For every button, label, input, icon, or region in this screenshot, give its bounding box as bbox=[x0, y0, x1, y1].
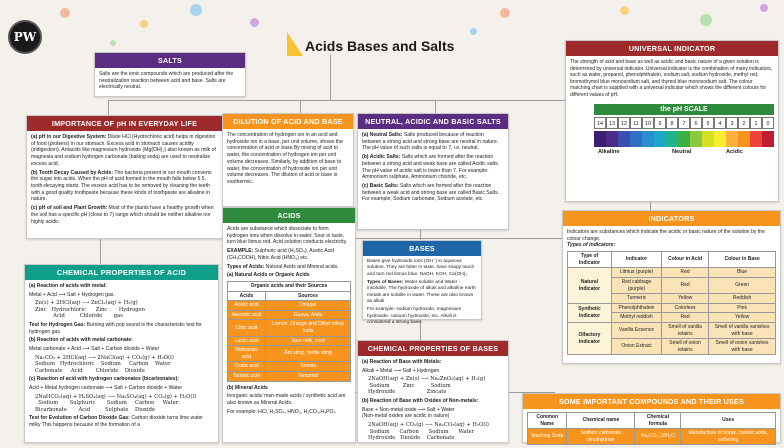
acidic-salts-lead: (b) Acidic Salts: bbox=[362, 154, 401, 161]
base-metal-heading: (a) Reaction of Base with Metals: bbox=[362, 359, 442, 365]
pw-logo bbox=[8, 20, 42, 54]
salt-types-card bbox=[357, 113, 509, 230]
neutral-salts-lead: (a) Neutral Salts: bbox=[362, 132, 403, 138]
ph-number-cell: 6 bbox=[690, 117, 702, 129]
neutral-salts-text: Salts produced because of reaction between a strong acid and strong base are neutral in nature. The pH value of such salts is equal to 7, i.e. neutral. bbox=[362, 132, 499, 152]
neutral-label: Neutral bbox=[672, 148, 692, 155]
acids-text: Acids are substance which dissociate to form hydrogen ions when dissolve in water. Sour in taste, turn blue litmus red. Acid solution conducts electricity. bbox=[227, 226, 348, 246]
bg-dot bbox=[700, 14, 712, 26]
table-row bbox=[228, 320, 351, 336]
importance-card bbox=[26, 115, 223, 239]
dilution-heading: DILUTION OF ACID AND BASE bbox=[223, 114, 353, 129]
compounds-table bbox=[527, 412, 776, 445]
title-decoration-icon bbox=[285, 30, 305, 58]
ph-number-cell: 1 bbox=[750, 117, 762, 129]
indicator-cell: Onion Extract bbox=[611, 339, 661, 355]
acid-name-cell: Oxalic acid bbox=[228, 362, 266, 372]
natural-acids-heading: (a) Natural Acids or Organic Acids bbox=[227, 272, 310, 279]
universal-indicator-card bbox=[565, 40, 779, 202]
organic-acids-table bbox=[227, 281, 351, 382]
acid-name-cell: Citric acid bbox=[228, 320, 266, 336]
indicators-col-header: Colour in Base bbox=[709, 252, 776, 268]
compounds-col-header: Common Name bbox=[528, 413, 567, 429]
sources-col-header: Sources bbox=[265, 291, 350, 301]
importance-a-lead: (a) pH in our Digestive System: bbox=[31, 134, 107, 140]
bases-text: Bases give hydroxide ions (OH⁻) in aqueous solution. They are bitter in taste, have soapy touch and turn red litmus blue. NaOH, KOH, Ca(OH)₂ bbox=[367, 259, 475, 277]
bg-dot bbox=[60, 8, 70, 18]
acid-name-cell: Lactic acid bbox=[228, 336, 266, 346]
compounds-col-header: Chemical formula bbox=[635, 413, 681, 429]
salts-heading: SALTS bbox=[95, 53, 245, 68]
acidic-label: Acidic bbox=[726, 148, 743, 155]
indicator-cell: Phenolphthalein bbox=[611, 303, 661, 313]
acid-metal-text: Metal + Acid ⟶ Salt + Hydrogen gas. bbox=[29, 291, 115, 298]
test-co2-text: Carbon dioxide turns lime water milky This happens because of the formation of a bbox=[29, 415, 203, 428]
ph-number-cell: 7 bbox=[678, 117, 690, 129]
acid-bicarbonate-text: Acid + Metal hydrogen carbonate ⟶ Salt + Carbon dioxide + Water bbox=[29, 385, 183, 392]
compounds-col-header: Chemical name bbox=[567, 413, 635, 429]
salts-text: Salts are the ionic compounds which are produced after the neutralization reaction between acid and base. Salts are electrically neutral. bbox=[99, 71, 234, 91]
ph-spectrum bbox=[594, 131, 774, 147]
indicators-col-header: Type of Indicator bbox=[568, 252, 612, 268]
alkaline-label: Alkaline bbox=[598, 148, 620, 155]
ph-color-swatch bbox=[714, 131, 726, 147]
ph-color-swatch bbox=[654, 131, 666, 147]
acid-metal-heading: (a) Reaction of acids with metal: bbox=[29, 283, 107, 289]
ph-color-swatch bbox=[630, 131, 642, 147]
ph-color-swatch bbox=[618, 131, 630, 147]
bases-heading: BASES bbox=[363, 241, 481, 256]
mineral-acids-example: For example: HCl, H₂SO₄, HNO₃, H₂CO₃,H₃PO₄ bbox=[227, 408, 336, 415]
bases-card bbox=[362, 240, 482, 325]
indicator-cell: Red bbox=[661, 277, 708, 293]
base-metal-equation: 2NaOH(aq) + Zn(s) ⟶ Na₂ZnO₂(aq) + H₂(g) Sodium Zinc Sodium Hydroxide Zincate bbox=[368, 376, 486, 396]
test-h2-text: Burning with pop sound is the characteristic test for hydrogen gas. bbox=[29, 321, 202, 335]
indicators-col-header: Indicator bbox=[611, 252, 661, 268]
ph-color-swatch bbox=[690, 131, 702, 147]
basic-salts-lead: (c) Basic Salts: bbox=[362, 183, 399, 190]
acid-carbonate-text: Metal carbonate + Acid ⟶ Salt + Carbon dioxide + Water bbox=[29, 346, 160, 353]
compounds-card bbox=[522, 393, 781, 443]
compound-cell: Washing Soda bbox=[528, 429, 567, 445]
importance-heading: IMPORTANCE OF pH IN EVERYDAY LIFE bbox=[27, 116, 222, 131]
chem-acid-heading: CHEMICAL PROPERTIES OF ACID bbox=[25, 265, 218, 280]
indicator-cell: Litmus (purple) bbox=[611, 268, 661, 278]
base-oxide-equation: 2NaOH(aq) + CO₂(g) ⟶ Na₂CO₃(aq) + H₂O(l) Sodium Carbon Sodium Water Hydroxide Dioxide Carbonate bbox=[368, 422, 489, 442]
indicator-cell: Turmeric bbox=[611, 294, 661, 304]
indicator-cell: Smell of onion retains bbox=[661, 339, 708, 355]
ph-number-cell: 11 bbox=[630, 117, 642, 129]
acid-name-cell: Ascorbic acid bbox=[228, 310, 266, 320]
salts-card bbox=[94, 52, 246, 97]
bg-dot bbox=[620, 6, 629, 15]
indicator-cell: Red bbox=[661, 313, 708, 323]
bg-dot bbox=[500, 8, 510, 18]
ph-number-cell: 9 bbox=[654, 117, 666, 129]
organic-acids-table-title: Organic acids and their Sources bbox=[228, 282, 351, 292]
ph-color-swatch bbox=[726, 131, 738, 147]
table-row bbox=[568, 303, 776, 313]
table-row bbox=[228, 310, 351, 320]
acids-heading: ACIDS bbox=[223, 208, 355, 223]
table-row bbox=[568, 322, 776, 338]
table-row bbox=[528, 429, 776, 445]
indicators-types-lead: Types of indicators: bbox=[567, 242, 616, 249]
acids-example-lead: EXAMPLE: bbox=[227, 248, 254, 255]
importance-c-text: Most of the plants have a healthy growth when the soil has a specific pH (close to 7) range which should be neither alkaline nor highly acidic. bbox=[31, 205, 214, 225]
ph-number-cell: 8 bbox=[666, 117, 678, 129]
compound-cell: Manufacture of borax, caustic soda, softening bbox=[681, 429, 776, 445]
ph-number-cell: 3 bbox=[726, 117, 738, 129]
acid-name-cell: Acetic acid bbox=[228, 301, 266, 311]
indicators-card bbox=[562, 210, 781, 364]
ph-color-swatch bbox=[642, 131, 654, 147]
ph-color-swatch bbox=[738, 131, 750, 147]
indicators-heading: INDICATORS bbox=[563, 211, 780, 226]
indicator-cell: Methyl reddish bbox=[611, 313, 661, 323]
chem-acid-card bbox=[24, 264, 219, 443]
importance-b-lead: (b) Tooth Decay Caused by Acids: bbox=[31, 169, 114, 176]
importance-c-lead: (c) pH of soil and Plant Growth: bbox=[31, 205, 108, 212]
bg-dot bbox=[110, 40, 116, 46]
indicator-cell: Yellow bbox=[661, 294, 708, 304]
importance-b-text: The bacteria present in our mouth converts the sugar into acids. When the pH of acid formed in the mouth falls below 5.5, tooth-decaying starts. The excess acid has to be removed by cleaning the teeth with a good quality toothpaste because these kinds of toothpaste are alkaline in nature. bbox=[31, 169, 212, 203]
indicator-cell: Red bbox=[661, 268, 708, 278]
acid-source-cell: Guava, Amla bbox=[265, 310, 350, 320]
ph-number-cell: 14 bbox=[594, 117, 606, 129]
indicator-cell: Smell of vanilla retains bbox=[661, 322, 708, 338]
indicator-type-cell: Synthetic Indicator bbox=[568, 303, 612, 322]
indicator-cell: Blue bbox=[709, 268, 776, 278]
base-oxide-text: Base + Non-metal oxide ⟶ Salt + Water bbox=[362, 406, 455, 413]
dilution-card bbox=[222, 113, 354, 207]
ph-scale bbox=[594, 104, 774, 157]
page-title: Acids Bases and Salts bbox=[305, 38, 455, 54]
universal-text: The strength of acid and base as well as acidic and basic nature of a given solution is determined by universal indicator. Universal indicator is the combination of many indicators, such as water, propanol, phenolphthalein, sodium salt, sodium hydroxide, methyl red, bromothymol blue monosodium salt, and thymol blue monosodium salt. The colour matching chart is supplied with a universal indicator which shows the different colours for different values of pH. bbox=[570, 59, 773, 98]
indicator-cell: Green bbox=[709, 277, 776, 293]
acid-metal-equation: Zn(s) + 2HCl(aq) ⟶ ZnCl₂(aq) + H₂(g) Zinc Hydrochloric Zinc Hydrogen Acid Chloride gas bbox=[35, 300, 145, 320]
table-row bbox=[228, 301, 351, 311]
base-metal-text: Alkali + Metal ⟶ Salt + Hydrogen bbox=[362, 367, 440, 374]
salt-types-heading: NEUTRAL, ACIDIC AND BASIC SALTS bbox=[358, 114, 508, 129]
chem-bases-heading: CHEMICAL PROPERTIES OF BASES bbox=[358, 341, 508, 356]
indicator-cell: Smell of vanilla vanishes with base bbox=[709, 322, 776, 338]
table-row bbox=[228, 371, 351, 381]
indicator-type-cell: Natural Indicator bbox=[568, 268, 612, 303]
ph-color-swatch bbox=[702, 131, 714, 147]
table-row bbox=[228, 336, 351, 346]
acid-carbonate-heading: (b) Reaction of acids with metal carbonate: bbox=[29, 337, 133, 344]
base-oxide-note: (Non-metal oxides are acidic in nature) bbox=[362, 413, 450, 420]
ph-number-cell: 5 bbox=[702, 117, 714, 129]
ph-color-swatch bbox=[762, 131, 774, 147]
bases-types-text: Water soluble and Water - insoluble. The hydroxide of alkali and alkaline earth metals are soluble in water. These are also known as alkali. bbox=[367, 279, 476, 304]
compound-cell: Na₂CO₃.10H₂O bbox=[635, 429, 681, 445]
indicator-cell: Pink bbox=[709, 303, 776, 313]
acid-source-cell: Vinegar bbox=[265, 301, 350, 311]
ph-color-swatch bbox=[606, 131, 618, 147]
ph-color-swatch bbox=[750, 131, 762, 147]
acids-example-text: Sulphuric acid (H₂SO₄), Acetic Acid (CH₃COOH), Nitric Acid (HNO₃) etc. bbox=[227, 248, 335, 261]
ph-scale-title: the pH SCALE bbox=[594, 104, 774, 115]
ph-number-cell: 2 bbox=[738, 117, 750, 129]
bases-types-lead: Types of Bases: bbox=[367, 279, 404, 285]
basic-salts-text: Salts which are formed after the reaction between a weak acid and strong base are called Basic Salts. For example; Sodium carbonate, Sodium acetate, etc. bbox=[362, 183, 500, 203]
indicator-cell: Reddish bbox=[709, 294, 776, 304]
connector-line bbox=[100, 238, 101, 264]
ph-number-cell: 4 bbox=[714, 117, 726, 129]
ph-number-cell: 13 bbox=[606, 117, 618, 129]
compound-cell: Sodium carbonate decahydrate bbox=[567, 429, 635, 445]
ph-color-swatch bbox=[594, 131, 606, 147]
ph-color-swatch bbox=[678, 131, 690, 147]
connector-line bbox=[330, 55, 331, 100]
indicators-text: Indicators are substances which indicate the acidic or basic nature of the solution by the colour change. bbox=[567, 229, 765, 242]
acids-card bbox=[222, 207, 356, 443]
compounds-heading: SOME IMPORTANT COMPOUNDS AND THEIR USES bbox=[523, 394, 780, 409]
connector-line bbox=[435, 100, 436, 114]
universal-heading: UNIVERSAL INDICATOR bbox=[566, 41, 778, 56]
ph-color-swatch bbox=[666, 131, 678, 147]
indicator-type-cell: Olfactory Indicator bbox=[568, 322, 612, 354]
bg-dot bbox=[470, 28, 477, 35]
acid-source-cell: Sour milk, curd bbox=[265, 336, 350, 346]
ph-number-cell: 12 bbox=[618, 117, 630, 129]
indicator-cell: Smell of onion vanishes with base bbox=[709, 339, 776, 355]
compounds-col-header: Uses bbox=[681, 413, 776, 429]
ph-number-row bbox=[594, 117, 774, 129]
table-row bbox=[568, 268, 776, 278]
acids-types-lead: Types of Acids: bbox=[227, 263, 265, 270]
table-row bbox=[228, 362, 351, 372]
acids-types-text: Natural Acids and Mineral acids. bbox=[264, 263, 339, 270]
indicator-cell: Vanilla Essence bbox=[611, 322, 661, 338]
bg-dot bbox=[190, 4, 202, 16]
mineral-acids-text: Inorganic acids/ man-made acids / synthetic acid are also known as Mineral Acids. bbox=[227, 393, 346, 406]
acids-col-header: Acids bbox=[228, 291, 266, 301]
connector-line bbox=[300, 100, 301, 114]
acid-bicarbonate-heading: (c) Reaction of acid with hydrogen carbonates (bicarbonates): bbox=[29, 376, 180, 383]
bg-dot bbox=[250, 18, 259, 27]
acid-source-cell: Tamarind bbox=[265, 371, 350, 381]
bg-dot bbox=[760, 4, 768, 12]
indicators-table bbox=[567, 251, 776, 355]
acidic-salts-text: Salts which are formed after the reaction between a strong acid and weak base are called Acidic salts. The pH value of acidic salt is lower than 7. For example: Ammonium sulphate, Ammonium chloride, etc. bbox=[362, 154, 500, 181]
acid-source-cell: Ant sting, Nettle sting bbox=[265, 346, 350, 362]
ph-number-cell: 10 bbox=[642, 117, 654, 129]
ph-number-cell: 0 bbox=[762, 117, 774, 129]
acid-carbonate-equation: Na₂CO₃ + 2HCl(aq) ⟶ 2NaCl(aq) + CO₂(g) + H₂O(l) Sodium Hydrochloric Sodium Carbon Water Carbonate Acid Chloride Dioxide bbox=[35, 354, 174, 374]
logo-text: PW bbox=[13, 30, 37, 44]
base-oxide-heading: (b) Reaction of Base with Oxides of Non-metals: bbox=[362, 397, 479, 404]
importance-a-text: Dilute HCl (Hydrochloric acid) helps in digestion of food (proteins) in our stomach. Excess acid in stomach causes acidity (indigestion). Antacids like magnesium hydroxide (Mg(OH)₂) also known as milk of magnesia and sodium hydrogen carbonate (baking soda) are used to neutralize excess acid. bbox=[31, 134, 216, 167]
bg-dot bbox=[140, 20, 148, 28]
bases-example-text: For example: sodium hydroxide, magnesium hydroxide, calcium hydroxide, etc. Alkali is considered a strong base. bbox=[367, 307, 462, 325]
indicators-col-header: Colour in Acid bbox=[661, 252, 708, 268]
indicator-cell: Yellow bbox=[709, 313, 776, 323]
acid-name-cell: Methanoic acid bbox=[228, 346, 266, 362]
acid-source-cell: Tomato bbox=[265, 362, 350, 372]
acid-bicarbonate-equation: 2NaHCO₃(aq) + H₂SO₄(aq) ⟶ Na₂SO₄(aq) + CO₂(g) + H₂O(l) Sodium Sulphuric Sodium Carbon Water Bicarbonate Acid Sulphate Dioxide bbox=[35, 393, 197, 413]
indicator-cell: Red cabbage (purple) bbox=[611, 277, 661, 293]
chem-bases-card bbox=[357, 340, 509, 443]
test-h2-lead: Test for Hydrogen Gas: bbox=[29, 321, 86, 328]
indicator-cell: Colorless bbox=[661, 303, 708, 313]
mineral-acids-heading: (b) Mineral Acids bbox=[227, 384, 268, 391]
acid-name-cell: Tartaric acid bbox=[228, 371, 266, 381]
dilution-text: The concentration of hydrogen ion in an acid and hydroxide ion in a base, per unit volume, shows the concentration of acid or base.By mixing of acid to water, the concentration of hydrogen ion per unit volume decreases. Similarly, by addition of base to water, the concentration of hydroxide ion per unit volume decreases. The dilution of acid or base is exothermic. bbox=[227, 132, 343, 186]
acid-source-cell: Lemon, Orange and Other citrus fruits bbox=[265, 320, 350, 336]
test-co2-lead: Test for Evolution of Carbon Dioxide Gas: bbox=[29, 415, 130, 422]
table-row bbox=[228, 346, 351, 362]
